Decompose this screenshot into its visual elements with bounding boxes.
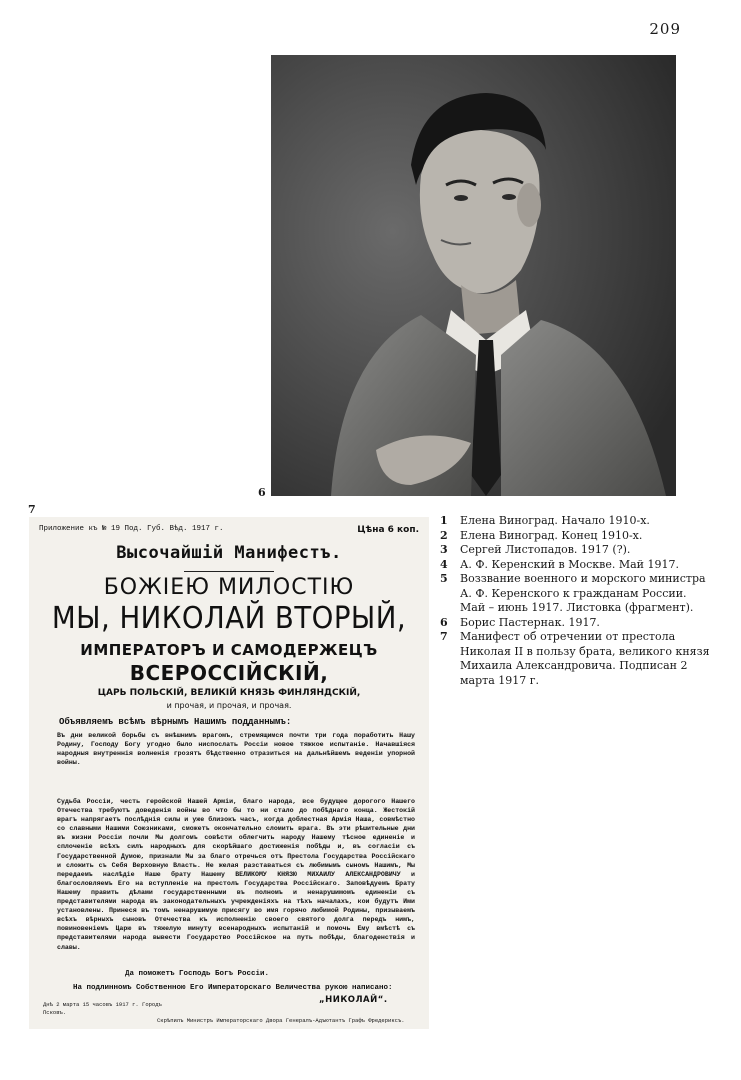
manifest-minister: Скрѣпилъ Министръ Императорскаго Двора Генералъ-Адъютантъ Графъ Фредериксъ. <box>157 1017 405 1024</box>
manifest-document <box>29 517 429 1029</box>
manifest-god-help: Да поможетъ Господь Богъ Россіи. <box>125 970 270 978</box>
caption-list <box>440 514 710 688</box>
manifest-date-place: Днѣ 2 марта 15 часовъ 1917 г. Городъ Псковъ. <box>43 1001 162 1016</box>
caption-item <box>440 514 710 529</box>
caption-number: 2 <box>440 528 448 542</box>
caption-item <box>440 616 710 631</box>
caption-item <box>440 558 710 573</box>
caption-number: 4 <box>440 557 448 571</box>
caption-number: 7 <box>440 630 448 643</box>
figure-number-6: 6 <box>258 486 266 499</box>
caption-text: Борис Пастернак. 1917. <box>460 615 600 629</box>
manifest-divider <box>184 571 274 572</box>
caption-number: 3 <box>440 543 448 556</box>
caption-text: Елена Виноград. Начало 1910-х. <box>460 514 650 527</box>
caption-item <box>440 572 710 616</box>
caption-number: 5 <box>440 572 448 585</box>
manifest-all-russian: ВСЕРОССІЙСКІЙ, <box>129 661 329 685</box>
caption-number: 6 <box>440 615 448 629</box>
manifest-supplement: Приложение къ № 19 Под. Губ. Вѣд. 1917 г. <box>39 525 224 533</box>
manifest-emperor: ИМПЕРАТОРЪ И САМОДЕРЖЕЦЪ <box>80 641 378 659</box>
caption-text: Воззвание военного и морского министра А. Ф. Керенского к гражданам России. Май – июнь 1917. Листовка (фрагмент). <box>460 572 706 614</box>
caption-text: Сергей Листопадов. 1917 (?). <box>460 543 631 556</box>
manifest-header-line <box>39 525 419 535</box>
caption-number: 1 <box>440 514 448 527</box>
manifest-by-grace: БОЖІЕЮ МИЛОСТІЮ <box>103 575 355 600</box>
manifest-paragraph-1: Въ дни великой борьбы съ внѣшнимъ врагомъ, стремящимся почти три года поработить Нашу Родину, Господу Богу угодно было ниспослать Россіи новое тяжкое испытаніе. Начавшіяся народныя внутреннія волненія грозятъ бѣдственно отразиться на дальнѣйшемъ веденіи упорной войны. <box>57 732 415 767</box>
manifest-price: Цѣна 6 коп. <box>357 525 419 535</box>
manifest-etc: и прочая, и прочая, и прочая. <box>166 701 292 710</box>
page-number: 209 <box>649 20 681 38</box>
manifest-we-nicholas: МЫ, НИКОЛАЙ ВТОРЫЙ, <box>51 601 407 636</box>
manifest-declare: Объявляемъ всѣмъ вѣрнымъ Нашимъ подданнымъ: <box>59 717 292 727</box>
manifest-signature: „НИКОЛАЙ“. <box>319 995 388 1005</box>
figure-number-7: 7 <box>28 503 36 516</box>
manifest-title: Высочайшій Манифестъ. <box>116 543 342 563</box>
caption-item <box>440 543 710 558</box>
caption-text: Манифест об отречении от престола Николая II в пользу брата, великого князя Михаила Александровича. Подписан 2 марта 1917 г. <box>460 630 710 687</box>
caption-text: А. Ф. Керенский в Москве. Май 1917. <box>460 557 679 571</box>
portrait-photo <box>271 55 676 496</box>
manifest-paragraph-2: Судьба Россіи, честь геройской Нашей Арміи, благо народа, все будущее дорогого Нашего Отечества требуютъ доведенія войны во что бы то ни стало до побѣднаго конца. Жестокій врагъ напрягаетъ послѣднія силы и уже близокъ часъ, когда доблестная Армія Наша, совмѣстно со славными Нашими Союзниками, сможетъ окончательно сломить врага. Въ эти рѣшительные дни въ жизни Россіи почли Мы долгомъ совѣсти облегчить народу Нашему тѣсное единеніе и сплоченіе всѣхъ силъ народныхъ для скорѣйшаго достиженія побѣды и, въ согласіи съ Государственной Думою, признали Мы за благо отречься отъ Престола Государства Россійскаго и сложить съ Себя Верховную Власть. Не желая разставаться съ любимымъ сыномъ Нашимъ, Мы передаемъ наслѣдіе Наше брату Нашему ВЕЛИКОМУ КНЯЗЮ МИХАИЛУ АЛЕКСАНДРОВИЧУ и благословляемъ Его на вступленіе на престолъ Государства Россійскаго. Заповѣдуемъ Брату Нашему править дѣлами государственными въ полномъ и ненарушимомъ единеніи съ представителями народа въ законодательныхъ учрежденіяхъ на тѣхъ началахъ, кои будутъ Ими установлены. Принеся въ томъ ненарушимую присягу во имя горячо любимой Родины, призываемъ всѣхъ вѣрныхъ сыновъ Отечества къ исполненію своего святого долга передъ нимъ, повиновеніемъ Царю въ тяжелую минуту всенародныхъ испытаній и помочь Ему вмѣстѣ съ представителями народа вывести Государство Россійское на путь побѣды, благоденствія и славы. <box>57 798 415 951</box>
caption-text: Елена Виноград. Конец 1910-х. <box>460 528 643 542</box>
caption-item <box>440 630 710 688</box>
manifest-original-note: На подлинномъ Собственною Его Императорскаго Величества рукою написано: <box>73 984 393 992</box>
portrait-image <box>271 55 676 496</box>
caption-item <box>440 529 710 544</box>
manifest-tsar: ЦАРЬ ПОЛЬСКІЙ, ВЕЛИКІЙ КНЯЗЬ ФИНЛЯНДСКІЙ, <box>97 688 361 698</box>
